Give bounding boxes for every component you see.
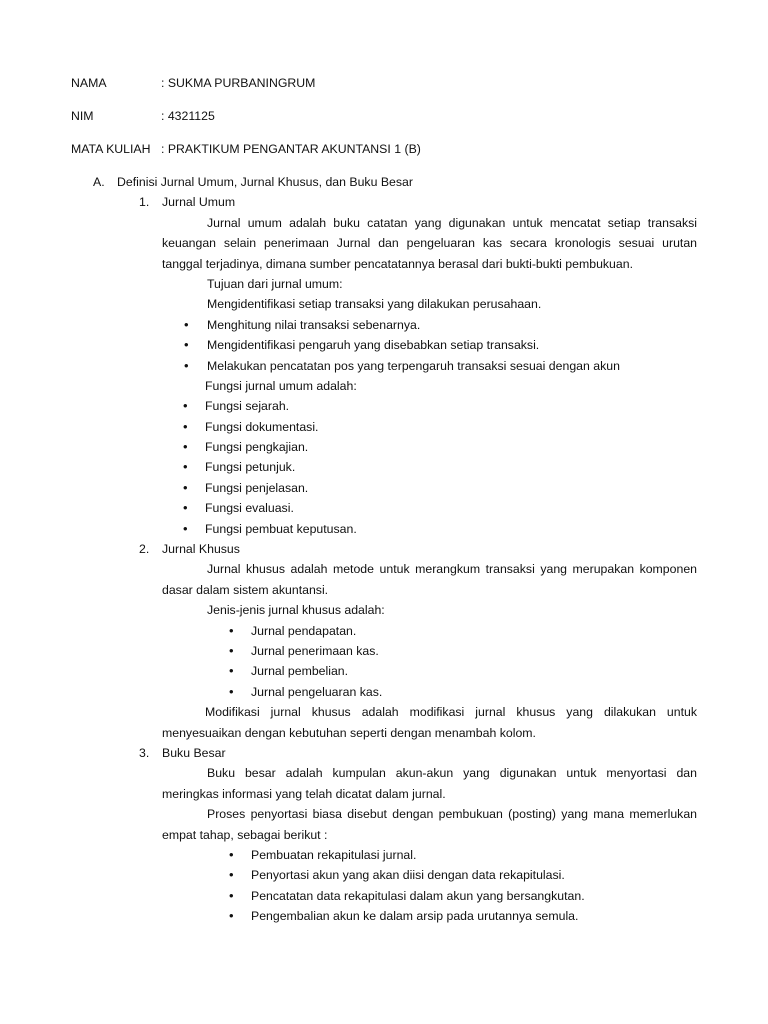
bullet: •: [184, 337, 189, 353]
bullet: •: [229, 622, 234, 638]
bullet: •: [229, 867, 234, 883]
bullet: •: [183, 418, 188, 434]
bullet: •: [183, 398, 188, 414]
jurnal-khusus-marker: 2.: [139, 542, 150, 557]
list-item-text: Pengembalian akun ke dalam arsip pada urutannya semula.: [251, 909, 579, 924]
proses-para-line: empat tahap, sebagai berikut :: [162, 827, 328, 842]
bullet: •: [229, 642, 234, 658]
list-item: [0, 641, 768, 661]
list-item: [0, 478, 768, 498]
buku-besar-heading: [0, 743, 768, 763]
fungsi-title: Fungsi jurnal umum adalah:: [205, 378, 357, 393]
jenis-title: Jenis-jenis jurnal khusus adalah:: [207, 603, 385, 618]
nim-label: NIM: [71, 109, 94, 123]
tujuan-title: Tujuan dari jurnal umum:: [207, 276, 343, 291]
section-a-heading: [0, 172, 768, 192]
list-item-text: Fungsi penjelasan.: [205, 480, 309, 495]
matakuliah-value: : PRAKTIKUM PENGANTAR AKUNTANSI 1 (B): [161, 142, 421, 156]
list-item: [0, 437, 768, 457]
list-item: [0, 356, 768, 376]
list-item-text: Mengidentifikasi pengaruh yang disebabkan setiap transaksi.: [207, 338, 540, 353]
list-item-text: Pembuatan rekapitulasi jurnal.: [251, 847, 417, 862]
list-item-text: Penyortasi akun yang akan diisi dengan data rekapitulasi.: [251, 868, 565, 883]
list-item: [0, 396, 768, 416]
bullet: •: [184, 357, 189, 373]
jurnal-khusus-para-line: Jurnal khusus adalah metode untuk merangkum transaksi yang merupakan komponen: [207, 562, 697, 577]
modifikasi-para-line: Modifikasi jurnal khusus adalah modifikasi jurnal khusus yang dilakukan untuk: [205, 705, 697, 720]
jurnal-khusus-title: Jurnal Khusus: [162, 542, 240, 557]
list-item-text: Jurnal pendapatan.: [251, 623, 357, 638]
list-item: [0, 906, 768, 926]
jurnal-umum-para-line: tanggal terjadinya, dimana sumber pencatatannya berasal dari bukti-bukti pembukuan.: [162, 256, 633, 271]
list-item: [0, 621, 768, 641]
list-item: [0, 886, 768, 906]
header-matakuliah-row: [71, 139, 421, 159]
matakuliah-label: MATA KULIAH: [71, 142, 151, 156]
list-item-text: Fungsi evaluasi.: [205, 501, 294, 516]
list-item-text: Melakukan pencatatan pos yang terpengaruh transaksi sesuai dengan akun: [207, 358, 620, 373]
nama-label: NAMA: [71, 76, 107, 90]
section-a-title: Definisi Jurnal Umum, Jurnal Khusus, dan Buku Besar: [117, 175, 413, 189]
buku-besar-para-line: meringkas informasi yang telah dicatat dalam jurnal.: [162, 786, 446, 801]
jurnal-khusus-heading: [0, 539, 768, 559]
bullet: •: [229, 846, 234, 862]
tujuan-first-item: Mengidentifikasi setiap transaksi yang dilakukan perusahaan.: [207, 297, 542, 312]
list-item: [0, 457, 768, 477]
section-a-marker: A.: [93, 175, 105, 189]
jurnal-umum-para-line: keuangan selain penerimaan Jurnal dan pengeluaran kas secara kronologis sesuai urutan: [162, 236, 697, 251]
bullet: •: [229, 887, 234, 903]
header-nama-row: [71, 73, 315, 93]
bullet: •: [184, 316, 189, 332]
bullet: •: [183, 520, 188, 536]
list-item: [0, 682, 768, 702]
jurnal-khusus-para-line: dasar dalam sistem akuntansi.: [162, 582, 329, 597]
proses-para-line: Proses penyortasi biasa disebut dengan pembukuan (posting) yang mana memerlukan: [207, 807, 697, 822]
list-item: [0, 335, 768, 355]
buku-besar-marker: 3.: [139, 745, 150, 760]
list-item: [0, 498, 768, 518]
list-item-text: Fungsi sejarah.: [205, 399, 290, 414]
list-item: [0, 661, 768, 681]
list-item: [0, 519, 768, 539]
list-item-text: Fungsi petunjuk.: [205, 460, 296, 475]
bullet: •: [183, 500, 188, 516]
list-item: [0, 865, 768, 885]
document-body: [0, 172, 768, 926]
list-item-text: Fungsi dokumentasi.: [205, 419, 319, 434]
modifikasi-para-line: menyesuaikan dengan kebutuhan seperti dengan menambah kolom.: [162, 725, 536, 740]
list-item: [0, 845, 768, 865]
header-nim-row: [71, 106, 215, 126]
nama-value: : SUKMA PURBANINGRUM: [161, 76, 316, 90]
bullet: •: [183, 479, 188, 495]
jurnal-umum-title: Jurnal Umum: [162, 195, 236, 210]
jurnal-umum-marker: 1.: [139, 195, 150, 210]
list-item-text: Jurnal pembelian.: [251, 664, 349, 679]
list-item-text: Fungsi pengkajian.: [205, 440, 309, 455]
list-item-text: Jurnal pengeluaran kas.: [251, 684, 383, 699]
buku-besar-para-line: Buku besar adalah kumpulan akun-akun yang digunakan untuk menyortasi dan: [207, 766, 697, 781]
list-item: [0, 315, 768, 335]
list-item-text: Jurnal penerimaan kas.: [251, 643, 379, 658]
list-item-text: Fungsi pembuat keputusan.: [205, 521, 357, 536]
bullet: •: [183, 439, 188, 455]
list-item-text: Pencatatan data rekapitulasi dalam akun yang bersangkutan.: [251, 888, 585, 903]
jurnal-umum-heading: [0, 192, 768, 212]
bullet: •: [183, 459, 188, 475]
list-item: [0, 417, 768, 437]
buku-besar-title: Buku Besar: [162, 745, 226, 760]
bullet: •: [229, 663, 234, 679]
jurnal-umum-para-line: Jurnal umum adalah buku catatan yang digunakan untuk mencatat setiap transaksi: [207, 215, 697, 230]
list-item-text: Menghitung nilai transaksi sebenarnya.: [207, 317, 421, 332]
bullet: •: [229, 683, 234, 699]
nim-value: : 4321125: [161, 109, 215, 123]
bullet: •: [229, 908, 234, 924]
